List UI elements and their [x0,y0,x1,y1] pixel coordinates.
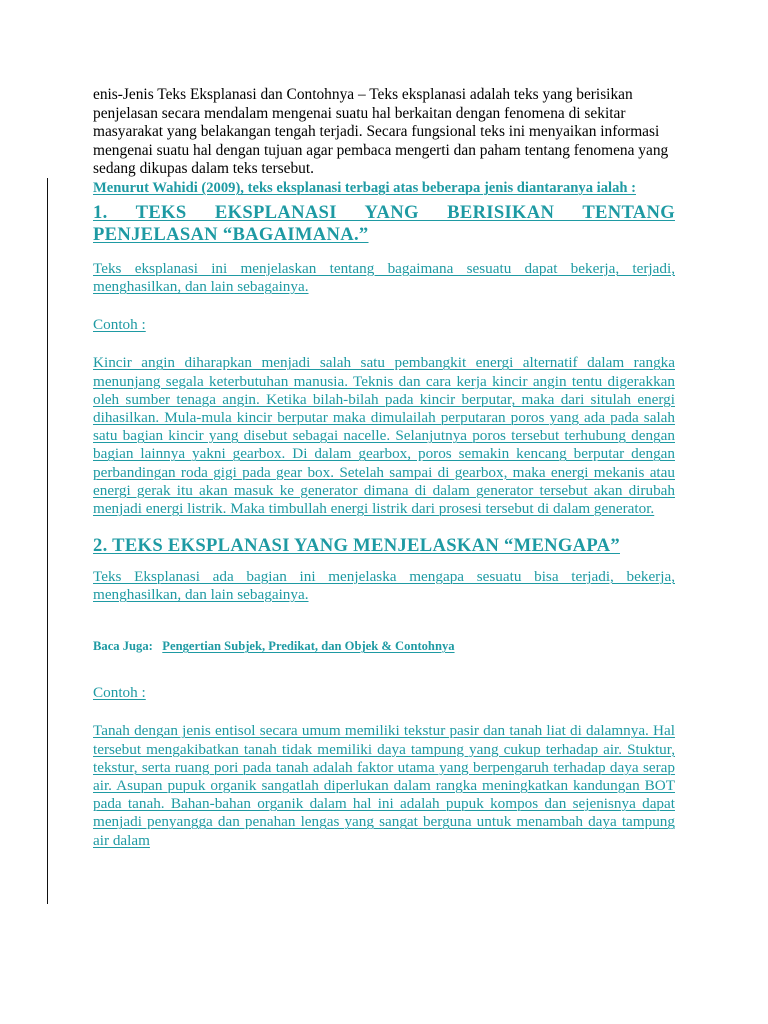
section1-description[interactable]: Teks eksplanasi ini menjelaskan tentang bagaimana sesuatu dapat bekerja, terjadi, menghasilkan, dan lain sebagainya. [93,259,675,295]
section2-description[interactable]: Teks Eksplanasi ada bagian ini menjelaska mengapa sesuatu bisa terjadi, bekerja, menghasilkan, dan lain sebagainya. [93,567,675,603]
section2-heading[interactable]: 2. TEKS EKSPLANASI YANG MENJELASKAN “MENGAPA” [93,535,620,557]
section1-heading[interactable]: 1. TEKS EKSPLANASI YANG BERISIKAN TENTANG PENJELASAN “BAGAIMANA.” [93,201,675,246]
section2-contoh-label[interactable]: Contoh : [93,684,146,702]
margin-bar [47,178,48,904]
document-content [93,86,675,850]
baca-juga-link[interactable]: Pengertian Subjek, Predikat, dan Objek & Contohnya [162,639,455,654]
section1-contoh-label[interactable]: Contoh : [93,316,146,334]
section2-example[interactable]: Tanah dengan jenis entisol secara umum memiliki tekstur pasir dan tanah liat di dalamnya. Hal tersebut mengakibatkan tanah tidak memiliki daya tampung yang cukup terhadap air. Stuktur, tekstur, serta ruang pori pada tanah adalah faktor utama yang berpengaruh terhadap daya serap air. Asupan pupuk organik sangatlah diperlukan dalam rangka meningkatkan kandungan BOT pada tanah. Bahan-bahan organik dalam hal ini adalah pupuk kompos dan sejenisnya dapat menjadi penyangga dan penahan lengas yang sangat berguna untuk menambah daya tampung air dalam [93,722,675,849]
wahidi-link[interactable]: Menurut Wahidi (2009), teks eksplanasi terbagi atas beberapa jenis diantaranya ialah : [93,179,636,196]
section1-example[interactable]: Kincir angin diharapkan menjadi salah satu pembangkit energi alternatif dalam rangka menunjang segala keterbutuhan manusia. Teknis dan cara kerja kincir angin tentu digerakkan oleh sumber tenaga angin. Ketika bilah-bilah pada kincir berputar, maka dari situlah energi dihasilkan. Mula-mula kincir berputar maka dimulailah perputaran poros yang ada pada salah satu bagian kincir yang disebut sebagai nacelle. Selanjutnya poros tersebut terhubung dengan bagian lainnya yakni gearbox. Di dalam gearbox, poros semakin kencang berputar dengan perbandingan roda gigi pada gear box. Setelah sampai di gearbox, maka energi mekanis atau energi gerak itu akan masuk ke generator dimana di dalam generator tersebut akan dirubah menjadi energi listrik. Maka timbullah energi listrik dari prosesi tersebut di dalam generator. [93,354,675,517]
baca-juga-label: Baca Juga: [93,639,153,654]
baca-juga [93,639,675,654]
intro-paragraph: enis-Jenis Teks Eksplanasi dan Contohnya – Teks eksplanasi adalah teks yang berisikan penjelasan secara mendalam mengenai suatu hal berkaitan dengan fenomena di sekitar masyarakat yang belakangan tengah terjadi. Secara fungsional teks ini menyaikan informasi mengenai suatu hal dengan tujuan agar pembaca mengerti dan paham tentang fenomena yang sedang dikupas dalam teks tersebut. [93,86,669,178]
